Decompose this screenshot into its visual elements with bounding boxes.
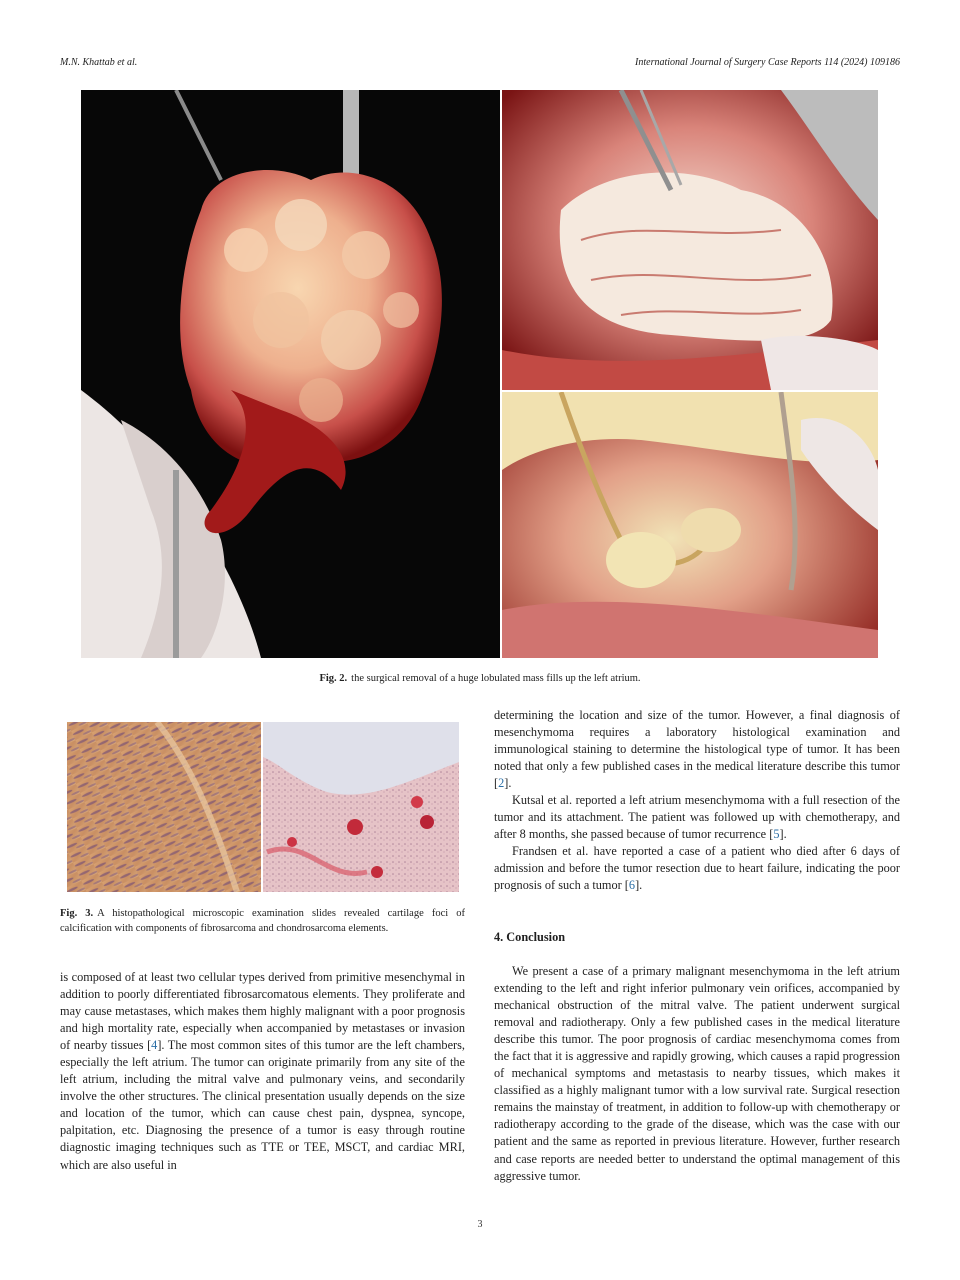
figure-2-caption: [0, 673, 960, 684]
body-paragraph: [494, 792, 900, 843]
citation-link[interactable]: 6: [628, 878, 636, 893]
running-header-authors: M.N. Khattab et al.: [60, 57, 138, 68]
figure-3-caption-text: A histopathological microscopic examination slides revealed cartilage foci of calcification with components of fibrosarcoma and chondrosarcoma elements.: [60, 908, 465, 934]
body-paragraph: [494, 707, 900, 792]
text-span: Kutsal et al. reported a left atrium mesenchymoma with a full resection of the tumor and its attachment. The patient was followed up with chemotherapy, and after 8 months, she passed because of tumor recurrence [: [494, 793, 900, 842]
text-span: determining the location and size of the tumor. However, a final diagnosis of mesenchymoma requires a laboratory histological examination and immunological staining to determine the histological type of tumor. It has been noted that only a few published cases in the medical literature describe this tumor [: [494, 708, 900, 791]
text-span: ].: [635, 878, 643, 893]
figure-2-image: [81, 90, 878, 658]
body-paragraph: [60, 969, 465, 1174]
text-span: ].: [779, 827, 787, 842]
section-heading-conclusion: 4. Conclusion: [494, 930, 566, 944]
page-number: 3: [477, 1219, 483, 1230]
text-span: is composed of at least two cellular types derived from primitive mesenchymal in addition to poorly differentiated fibrosarcomatous elements. They proliferate and may cause metastases, which makes them highly malignant with a poor prognosis and high mortality rate, especially when accompanied by metastases or invasion of nearby tissues [: [60, 970, 465, 1053]
text-span: Frandsen et al. have reported a case of a patient who died after 6 days of admission and before the tumor resection due to heart failure, indicating the poor prognosis of such a tumor [: [494, 844, 900, 893]
citation-link[interactable]: 4: [151, 1038, 158, 1053]
running-header-journal: International Journal of Surgery Case Reports 114 (2024) 109186: [635, 57, 900, 68]
figure-2-label: Fig. 2.: [319, 673, 348, 684]
right-column-text: [494, 707, 900, 895]
body-paragraph: [494, 843, 900, 894]
figure-3-label: Fig. 3.: [60, 908, 94, 919]
figure-3-image: [67, 722, 459, 892]
text-span: ].: [504, 776, 512, 791]
text-span: ]. The most common sites of this tumor are the left chambers, especially the left atrium. The tumor can originate primarily from any site of the left atrium, including the mitral valve and pulmonary veins, and secondarily involve the other structures. The clinical presentation usually depends on the size and location of the tumor, which can cause chest pain, dyspnea, syncope, palpitation, etc. Diagnosing the presence of a tumor is easy through routine diagnostic imaging techniques such as TTE or TEE, MSCT, and cardiac MRI, which are also useful in: [60, 1038, 465, 1172]
figure-2-caption-text: the surgical removal of a huge lobulated mass fills up the left atrium.: [351, 673, 641, 684]
figure-3-caption: [60, 906, 465, 936]
conclusion-paragraph: We present a case of a primary malignant mesenchymoma in the left atrium extending to the left and right inferior pulmonary vein orifices, accompanied by mechanical obstruction of the mitral valve. The patient underwent surgical removal and radiotherapy. Only a few published cases in the medical literature describe this tumor. The poor prognosis of cardiac mesenchymoma comes from the fact that it is aggressive and rapidly growing, which causes a rapid progression of mechanical symptoms and metastasis to nearby tissues, which makes it classified as a highly malignant tumor with a low survival rate. Surgical resection remains the mainstay of treatment, in addition to follow-up with chemotherapy or radiotherapy according to the grade of the disease, which was the case with our patient and the same as reported in previous literature. However, further research and case reports are needed better to understand the optimal management of this aggressive tumor.: [494, 964, 900, 1183]
left-column-text: [60, 969, 465, 1174]
citation-link[interactable]: 2: [498, 776, 505, 791]
citation-link[interactable]: 5: [773, 827, 780, 842]
